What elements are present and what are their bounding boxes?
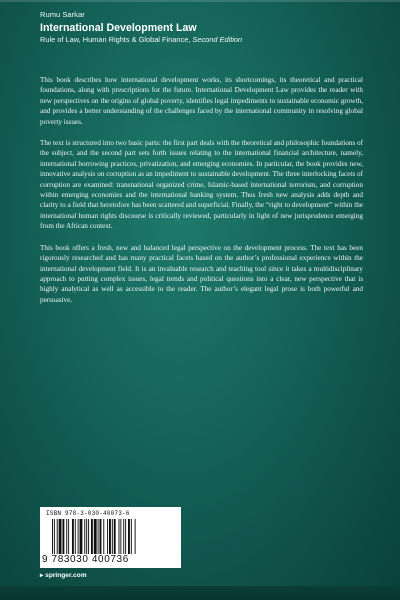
publisher-url[interactable] — [40, 571, 87, 579]
subtitle-text: Rule of Law, Human Rights & Global Finance, — [40, 35, 193, 44]
edition-label: Second Edition — [192, 35, 243, 44]
barcode-box — [40, 507, 181, 568]
publisher-url-text: springer.com — [45, 572, 87, 579]
top-divider — [0, 0, 400, 2]
book-subtitle — [40, 35, 370, 45]
arrow-icon: ▸ — [40, 572, 44, 579]
ean-digits: 9 783030 400736 — [42, 554, 129, 565]
blurb-paragraph-1: This book describes how international development works, its shortcomings, its theoretical and practical foundations, along with prescriptions for the future. International Development Law provides the reader with new perspectives on the origins of global poverty, identifies legal impediments to sustainable economic growth, and provides a better understanding of the challenges faced by the international community in resolving global poverty issues. — [40, 76, 363, 126]
blurb-paragraph-2: The text is structured into two basic parts: the first part deals with the theoretical and philosophic foundations of the subject, and the second part sets forth issues relating to the international financial architecture, namely, international borrowing practices, privatization, and emerging economies. In particular, the book provides new, innovative analysis on corruption as an impediment to sustainable development. The three interlocking facets of corruption are examined: transnational organized crime, Islamic-based international terrorism, and corruption within emerging economies and the international banking system. Thus fresh new analysis adds depth and clarity to a field that heretofore has been scattered and superficial. Finally, the “right to development” within the international human rights discourse is critically reviewed, particularly in light of new jurisprudence emerging from the African context. — [40, 139, 363, 231]
barcode-bars — [52, 519, 172, 554]
author-name: Rumu Sarkar — [40, 10, 85, 19]
bottom-band — [0, 586, 400, 600]
isbn-label: ISBN 978-3-030-40073-6 — [46, 510, 130, 517]
cover-header — [40, 10, 370, 45]
book-title: International Development Law — [40, 22, 197, 34]
blurb-text — [40, 75, 363, 316]
blurb-paragraph-3: This book offers a fresh, new and balanced legal perspective on the development process. The text has been rigorously researched and has many practical facets based on the author’s professional experience within the international development field. It is an invaluable research and teaching tool since it takes a multidisciplinary approach to putting complex issues, legal trends and political questions into a clear, new perspective that is highly analytical as well as accessible to the reader. The author’s elegant legal prose is both powerful and persuasive. — [40, 243, 363, 304]
